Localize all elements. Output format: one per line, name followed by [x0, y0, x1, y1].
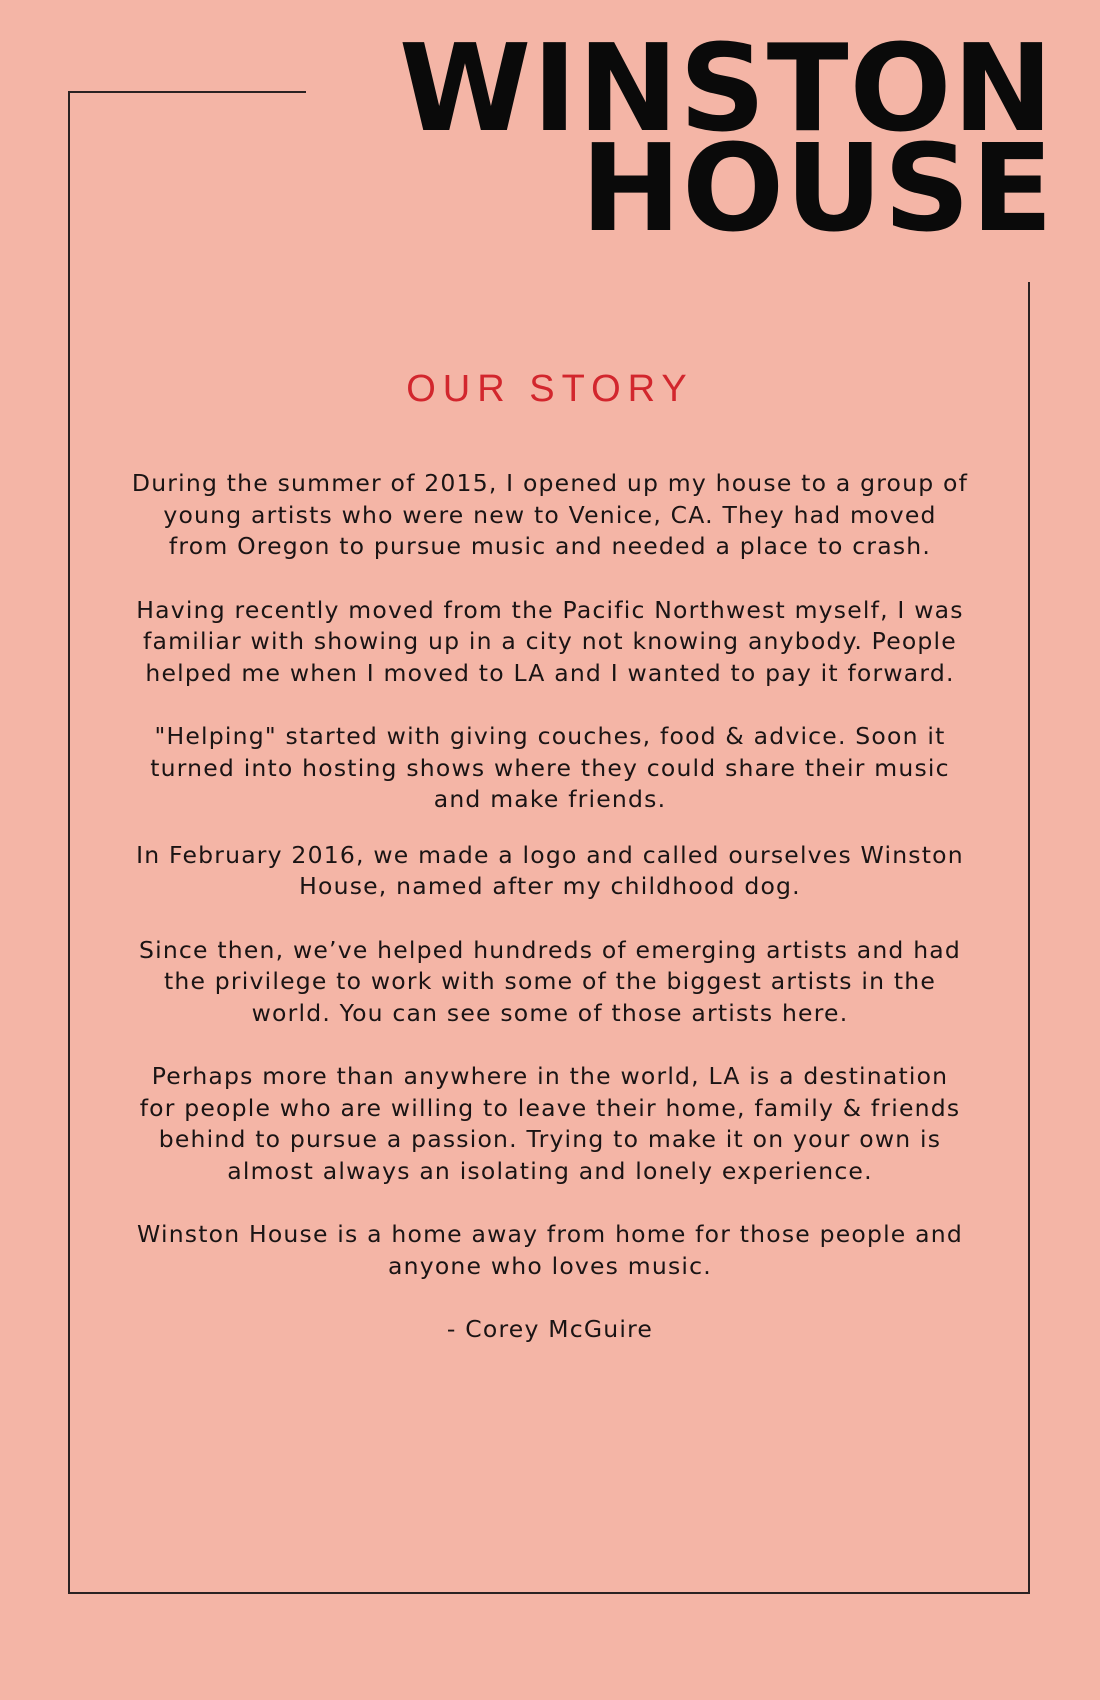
- section-heading: OUR STORY: [406, 368, 694, 410]
- signature: - Corey McGuire: [446, 1315, 654, 1343]
- story-paragraph-5: Since then, we’ve helped hundreds of emerging artists and had the privilege to work with some of the biggest artists in the world. You can see some of those artists here.: [138, 935, 962, 1027]
- page-title: [398, 20, 1054, 259]
- story-paragraph-2: Having recently moved from the Pacific Northwest myself, I was familiar with showing up in a city not knowing anybody. People helped me when I moved to LA and I wanted to pay it forward.: [136, 595, 964, 687]
- title-line-2: HOUSE: [580, 120, 1054, 259]
- story-paragraph-3: "Helping" started with giving couches, food & advice. Soon it turned into hosting shows where they could share their music and make friends.: [150, 722, 950, 813]
- story-paragraph-6: Perhaps more than anywhere in the world, LA is a destination for people who are willing to leave their home, family & friends behind to pursue a passion. Trying to make it on your own is almost always an isolating and lonely experience.: [139, 1062, 961, 1185]
- frame-left-line: [68, 91, 70, 1593]
- story-paragraph-7: Winston House is a home away from home for those people and anyone who loves music.: [137, 1220, 963, 1280]
- story-paragraph-1: During the summer of 2015, I opened up my house to a group of young artists who were new to Venice, CA. They had moved from Oregon to pursue music and needed a place to crash.: [131, 469, 969, 560]
- story-paragraph-4: In February 2016, we made a logo and called ourselves Winston House, named after my childhood dog.: [136, 840, 964, 900]
- frame-top-line: [68, 91, 306, 93]
- frame-right-line: [1028, 282, 1030, 1594]
- frame-bottom-line: [68, 1592, 1030, 1594]
- title-line-1: WINSTON: [398, 20, 1054, 159]
- story-body: [130, 468, 970, 1346]
